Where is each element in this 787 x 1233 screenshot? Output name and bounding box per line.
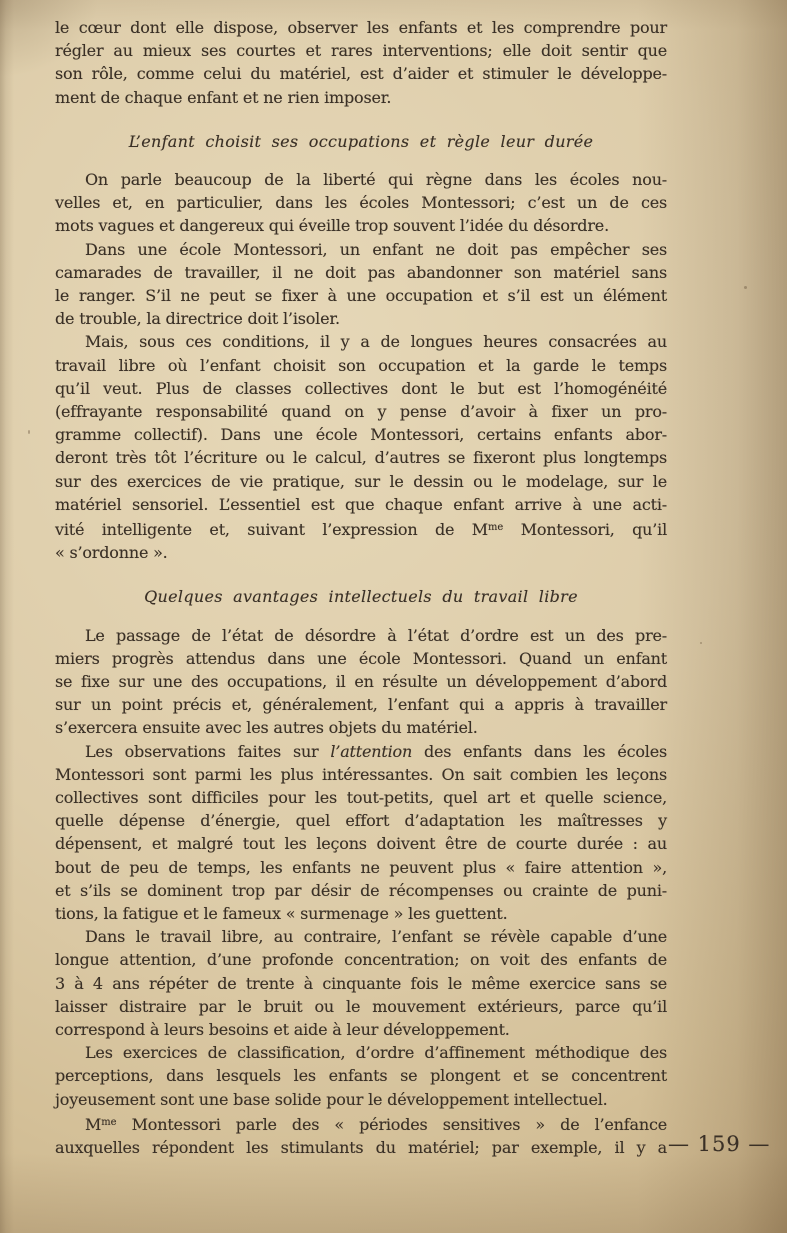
text-line — [55, 647, 667, 670]
text-line — [55, 261, 667, 284]
text-segment: deront très tôt l’écriture ou le calcul, d’autres se fixeront plus longtemps — [55, 448, 667, 468]
text-line — [55, 1018, 667, 1041]
text-segment: le cœur dont elle dispose, observer les enfants et les comprendre pour — [55, 18, 667, 37]
text-segment: Dans une école Montessori, un enfant ne doit pas empêcher ses — [85, 239, 667, 259]
text-line — [55, 214, 667, 237]
text-segment: Le passage de l’état de désordre à l’état d’ordre est un des pre- — [85, 625, 667, 645]
text-line — [55, 948, 667, 971]
text-segment: Montessori sont parmi les plus intéressantes. On sait combien les leçons — [55, 764, 667, 784]
text-line — [55, 516, 667, 541]
text-line — [55, 832, 667, 855]
text-line — [55, 354, 667, 377]
text-segment: joyeusement sont une base solide pour le développement intellectuel. — [55, 1089, 608, 1109]
paragraph — [55, 624, 667, 740]
text-segment: sur des exercices de vie pratique, sur le dessin ou le modelage, sur le — [55, 471, 667, 491]
superscript-text: me — [487, 522, 504, 534]
text-line — [55, 902, 667, 925]
text-segment: tions, la fatigue et le fameux « surmenage » les guettent. — [55, 904, 508, 924]
text-line — [55, 693, 667, 716]
text-segment: Montessori, qu’il — [503, 520, 667, 540]
paragraph — [55, 925, 667, 1041]
text-segment: longue attention, d’une profonde concentration; on voit des enfants de — [55, 950, 667, 970]
text-segment: Dans le travail libre, au contraire, l’enfant se révèle capable d’une — [85, 927, 667, 947]
text-segment: bout de peu de temps, les enfants ne peuvent plus « faire attention », — [55, 857, 667, 877]
paragraph — [55, 16, 667, 109]
text-segment: travail libre où l’enfant choisit son occupation et la garde le temps — [55, 355, 667, 375]
text-segment: « s’ordonne ». — [55, 543, 168, 563]
text-line — [55, 493, 667, 516]
text-segment: Les observations faites sur — [85, 741, 331, 761]
text-line — [55, 856, 667, 879]
text-line — [55, 670, 667, 693]
text-line — [55, 400, 667, 423]
text-line — [55, 307, 667, 330]
text-segment: collectives sont difficiles pour les tout-petits, quel art et quelle science, — [55, 788, 667, 808]
text-line — [55, 284, 667, 307]
text-block — [55, 16, 667, 1159]
text-segment: On parle beaucoup de la liberté qui règne dans les écoles nou- — [85, 170, 667, 190]
text-segment: régler au mieux ses courtes et rares interventions; elle doit sentir que — [55, 41, 667, 61]
paragraph — [55, 168, 667, 238]
paragraph — [55, 330, 667, 564]
text-segment: laisser distraire par le bruit ou le mouvement extérieurs, parce qu’il — [55, 996, 667, 1016]
text-line — [55, 86, 667, 109]
text-segment: M — [85, 1114, 102, 1134]
text-line — [55, 716, 667, 739]
text-line — [55, 1111, 667, 1136]
text-line — [55, 879, 667, 902]
text-line — [55, 809, 667, 832]
text-line — [55, 423, 667, 446]
text-segment: correspond à leurs besoins et aide à leur développement. — [55, 1020, 510, 1040]
text-segment: ment de chaque enfant et ne rien imposer. — [55, 87, 392, 107]
text-line — [55, 16, 667, 39]
italic-text: l’attention — [330, 741, 413, 761]
text-line — [55, 786, 667, 809]
text-segment: Mais, sous ces conditions, il y a de longues heures consacrées au — [85, 332, 667, 352]
text-segment: Les exercices de classification, d’ordre d’affinement méthodique des — [85, 1043, 667, 1063]
text-line — [55, 191, 667, 214]
text-line — [55, 624, 667, 647]
text-line — [55, 995, 667, 1018]
text-line — [55, 377, 667, 400]
text-line — [55, 446, 667, 469]
text-line — [55, 330, 667, 353]
section-heading: Quelques avantages intellectuels du travail libre — [144, 587, 578, 607]
text-segment: velles et, en particulier, dans les écoles Montessori; c’est un de ces — [55, 193, 667, 213]
superscript-text: me — [101, 1116, 117, 1128]
text-line — [55, 470, 667, 493]
text-line — [55, 1064, 667, 1087]
paragraph — [55, 1111, 667, 1159]
text-line — [55, 1041, 667, 1064]
text-line — [55, 763, 667, 786]
text-segment: vité intelligente et, suivant l’expression de M — [55, 520, 488, 540]
paragraph — [55, 238, 667, 331]
text-segment: 3 à 4 ans répéter de trente à cinquante fois le même exercice sans se — [55, 973, 667, 993]
text-segment: auxquelles répondent les stimulants du matériel; par exemple, il y a — [55, 1138, 667, 1158]
text-segment: se fixe sur une des occupations, il en résulte un développement d’abord — [55, 672, 667, 692]
text-line — [55, 1136, 667, 1159]
text-line — [55, 62, 667, 85]
text-line — [55, 972, 667, 995]
text-segment: dépensent, et malgré tout les leçons doivent être de courte durée : au — [55, 834, 667, 854]
paragraph — [55, 1041, 667, 1111]
text-line — [55, 168, 667, 191]
text-line — [55, 541, 667, 564]
section-heading: L’enfant choisit ses occupations et règle leur durée — [128, 131, 594, 151]
text-segment: et s’ils se dominent trop par désir de récompenses ou crainte de puni- — [55, 880, 667, 900]
text-segment: Montessori parle des « périodes sensitives » de l’enfance — [116, 1114, 667, 1134]
text-segment: (effrayante responsabilité quand on y pense d’avoir à fixer un pro- — [55, 402, 667, 422]
paragraph — [55, 740, 667, 926]
text-segment: s’exercera ensuite avec les autres objets du matériel. — [55, 718, 478, 738]
text-segment: mots vagues et dangereux qui éveille trop souvent l’idée du désordre. — [55, 216, 609, 236]
text-segment: camarades de travailler, il ne doit pas abandonner son matériel sans — [55, 262, 667, 282]
text-segment: des enfants dans les écoles — [412, 741, 667, 761]
text-segment: quelle dépense d’énergie, quel effort d’adaptation les maîtresses y — [55, 811, 667, 831]
text-line — [55, 238, 667, 261]
text-segment: perceptions, dans lesquels les enfants se plongent et se concentrent — [55, 1066, 667, 1086]
text-line — [55, 925, 667, 948]
text-segment: miers progrès attendus dans une école Montessori. Quand un enfant — [55, 648, 667, 668]
text-segment: son rôle, comme celui du matériel, est d’aider et stimuler le développe- — [55, 64, 667, 84]
text-line — [55, 39, 667, 62]
text-line — [55, 1088, 667, 1111]
page-number: — 159 — — [668, 1132, 771, 1156]
text-segment: de trouble, la directrice doit l’isoler. — [55, 309, 340, 329]
text-line — [55, 740, 667, 763]
text-segment: matériel sensoriel. L’essentiel est que chaque enfant arrive à une acti- — [55, 494, 667, 514]
text-segment: qu’il veut. Plus de classes collectives dont le but est l’homogénéité — [55, 378, 667, 398]
text-segment: sur un point précis et, généralement, l’enfant qui a appris à travailler — [55, 695, 667, 715]
text-segment: gramme collectif). Dans une école Montessori, certains enfants abor- — [55, 425, 667, 445]
text-segment: le ranger. S’il ne peut se fixer à une occupation et s’il est un élément — [55, 286, 667, 306]
